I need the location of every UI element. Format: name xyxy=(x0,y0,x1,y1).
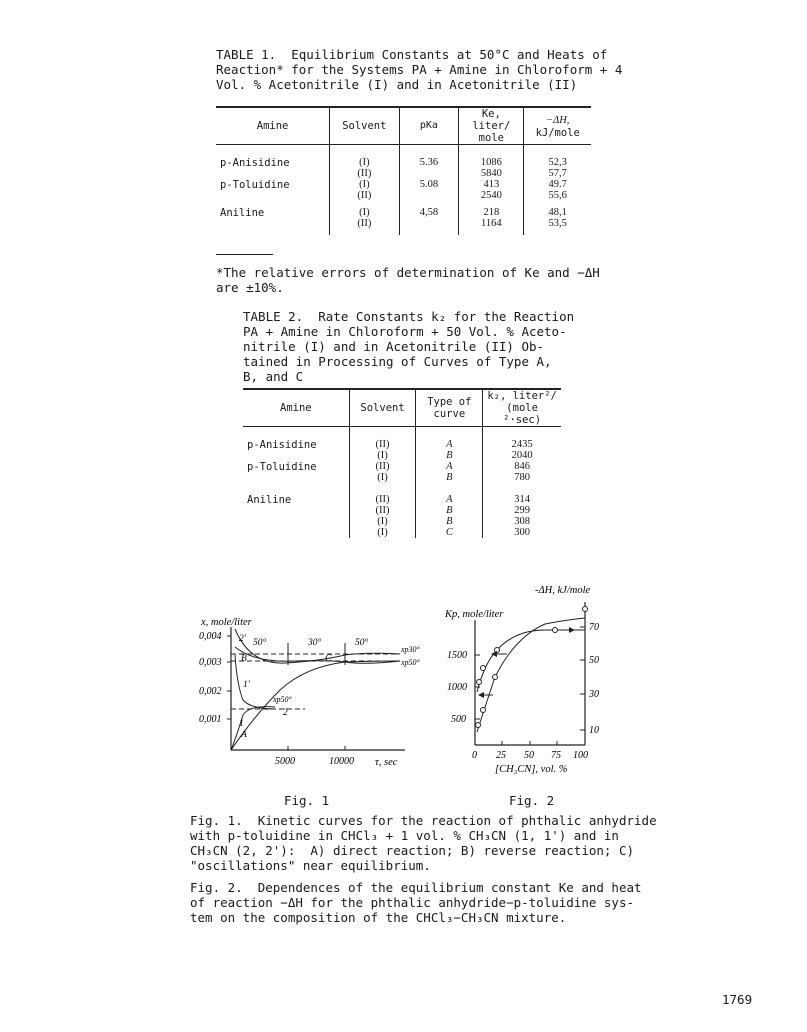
fig2-ytick-right-3: 30 xyxy=(589,689,599,700)
table-row xyxy=(243,427,561,462)
t2-header-type: Type of curve xyxy=(416,389,483,427)
t2-cell-amine: p-Anisidine xyxy=(247,439,317,451)
fig2-marker xyxy=(477,680,482,685)
fig1-ann-50a: 50° xyxy=(253,638,267,648)
t2-cell-amine: p-Toluidine xyxy=(247,461,317,473)
t1-cell-pka: 5.36 xyxy=(399,145,459,180)
fig1-curve-1 xyxy=(231,707,275,750)
fig2-xtick-3: 50 xyxy=(524,750,534,761)
fig2-xtick-2: 25 xyxy=(496,750,506,761)
t1-cell-amine: Aniline xyxy=(220,207,265,219)
fig2-caption: Fig. 2. Dependences of the equilibrium constant Ke and heat of reaction −ΔH for the phthalic anhydride−p-toluidine sys- tem on the composition of the CHCl₃−CH₃CN mixture. xyxy=(190,880,642,925)
fig2-ytick-left-3: 500 xyxy=(451,714,466,725)
fig2-ytick-right-2: 50 xyxy=(589,655,599,666)
table1 xyxy=(216,106,591,235)
t1-header-solvent: Solvent xyxy=(330,107,399,145)
fig2-ytick-left-2: 1000 xyxy=(447,682,467,693)
fig1-ytick-1: 0,004 xyxy=(199,631,222,642)
fig1-ann-1: 1 xyxy=(239,719,244,729)
fig1-ann-2: 2 xyxy=(283,708,288,718)
fig2-xtick-4: 75 xyxy=(551,750,561,761)
table-row xyxy=(216,179,591,207)
t1-cell-dh: 52,3 57,7 xyxy=(524,145,591,180)
fig1-ann-B: B xyxy=(241,654,247,664)
fig2-marker xyxy=(493,675,498,680)
fig2-marker xyxy=(481,666,486,671)
table-row xyxy=(216,207,591,235)
fig2-ytick-left-1: 1500 xyxy=(447,650,467,661)
t1-cell-solvent: (I) (II) xyxy=(330,207,399,235)
fig1-ann-C: C xyxy=(325,654,332,664)
t1-cell-amine: p-Anisidine xyxy=(220,157,290,169)
table1-caption: TABLE 1. Equilibrium Constants at 50°C and Heats of Reaction* for the Systems PA + Amine in Chloroform + 4 Vol. % Acetonitrile (I) and in Acetonitrile (II) xyxy=(216,47,623,92)
fig2-marker xyxy=(481,708,486,713)
fig1-ann-xp50-low: xp50° xyxy=(273,695,292,704)
t2-header-amine: Amine xyxy=(280,402,312,414)
t1-cell-ke: 413 2540 xyxy=(459,179,524,207)
fig2-xlabel: [CH₃CN], vol. % xyxy=(495,764,568,775)
fig2-marker xyxy=(583,607,588,612)
t2-cell-type: A B B C xyxy=(416,494,483,538)
t1-header-ke: Ke, liter/ mole xyxy=(459,107,524,145)
t1-header-amine: Amine xyxy=(256,120,289,132)
fig1-ann-xp30: xp30° xyxy=(401,645,420,654)
fig1-caption: Fig. 1. Kinetic curves for the reaction of phthalic anhydride with p-toluidine in CHCl₃ + 1 vol. % CH₃CN (1, 1') and in CH₃CN (2, 2'): A) direct reaction; B) reverse reaction; C) "oscillations" near equilibrium. xyxy=(190,813,657,873)
table2-caption: TABLE 2. Rate Constants k₂ for the Reaction PA + Amine in Chloroform + 50 Vol. % Aceto- nitrile (I) and in Acetonitrile (II) Ob- tained in Processing of Curves of Type A, B, and C xyxy=(243,309,575,384)
fig2-xtick-1: 0 xyxy=(472,750,477,761)
fig1-curve-2 xyxy=(231,661,400,750)
t2-cell-solvent: (II) (II) (I) (I) xyxy=(349,494,416,538)
fig1-label: Fig. 1 xyxy=(284,793,330,808)
fig2-marker xyxy=(553,628,558,633)
t2-cell-type: A B xyxy=(416,461,483,494)
fig1-ytick-2: 0,003 xyxy=(199,657,222,668)
t1-cell-solvent: (I) (II) xyxy=(330,145,399,180)
t1-cell-ke: 1086 5840 xyxy=(459,145,524,180)
fig1-ann-xp50: xp50° xyxy=(401,658,420,667)
fig1-ylabel: x, mole/liter xyxy=(201,617,252,628)
table-row xyxy=(243,494,561,538)
t2-cell-solvent: (II) (I) xyxy=(349,461,416,494)
fig1-ann-1prime: 1' xyxy=(243,680,250,690)
t1-cell-amine: p-Toluidine xyxy=(220,179,290,191)
fig1-ytick-3: 0,002 xyxy=(199,686,222,697)
fig2-ytick-right-4: 10 xyxy=(589,725,599,736)
t2-header-solvent: Solvent xyxy=(349,389,416,427)
fig1-xtick-2: 10000 xyxy=(329,756,354,767)
table-row xyxy=(243,461,561,494)
t2-cell-k2: 846 780 xyxy=(483,461,561,494)
t2-cell-k2: 314 299 308 300 xyxy=(483,494,561,538)
fig1-ann-2prime: 2' xyxy=(239,634,246,644)
table2 xyxy=(243,388,561,538)
t1-cell-pka: 4,58 xyxy=(399,207,459,235)
fig2-plot xyxy=(435,582,635,777)
t1-header-pka: pKa xyxy=(399,107,459,145)
fig1-ann-A: A xyxy=(241,730,247,740)
t2-cell-solvent: (II) (I) xyxy=(349,427,416,462)
t1-cell-pka: 5.08 xyxy=(399,179,459,207)
fig2-label: Fig. 2 xyxy=(509,793,555,808)
page-number: 1769 xyxy=(722,992,753,1007)
fig1-xtick-1: 5000 xyxy=(275,756,295,767)
t1-header-dh: −ΔH, kJ/mole xyxy=(524,107,591,145)
fig1-ann-50b: 50° xyxy=(355,638,369,648)
fig2-ylabel-left: Kp, mole/liter xyxy=(445,609,504,620)
table1-footnote: *The relative errors of determination of Ke and −ΔH are ±10%. xyxy=(216,265,600,295)
t1-cell-solvent: (I) (II) xyxy=(330,179,399,207)
fig1-ann-30: 30° xyxy=(308,638,322,648)
t2-cell-type: A B xyxy=(416,427,483,462)
t2-cell-k2: 2435 2040 xyxy=(483,427,561,462)
t1-cell-dh: 48,1 53,5 xyxy=(524,207,591,235)
fig1-xlabel: τ, sec xyxy=(375,757,398,768)
fig1-ytick-4: 0,001 xyxy=(199,714,222,725)
t2-cell-amine: Aniline xyxy=(247,494,292,506)
footnote-rule xyxy=(216,254,273,255)
t1-cell-ke: 218 1164 xyxy=(459,207,524,235)
fig2-ytick-right-1: 70 xyxy=(589,622,599,633)
fig2-marker xyxy=(476,723,481,728)
fig2-xtick-5: 100 xyxy=(573,750,588,761)
table-row xyxy=(216,145,591,180)
t2-header-k2: k₂, liter²/ (mole ²·sec) xyxy=(483,389,561,427)
fig2-ylabel-right: -ΔH, kJ/mole xyxy=(535,585,591,596)
fig1-plot xyxy=(195,605,435,780)
t1-cell-dh: 49.7 55,6 xyxy=(524,179,591,207)
